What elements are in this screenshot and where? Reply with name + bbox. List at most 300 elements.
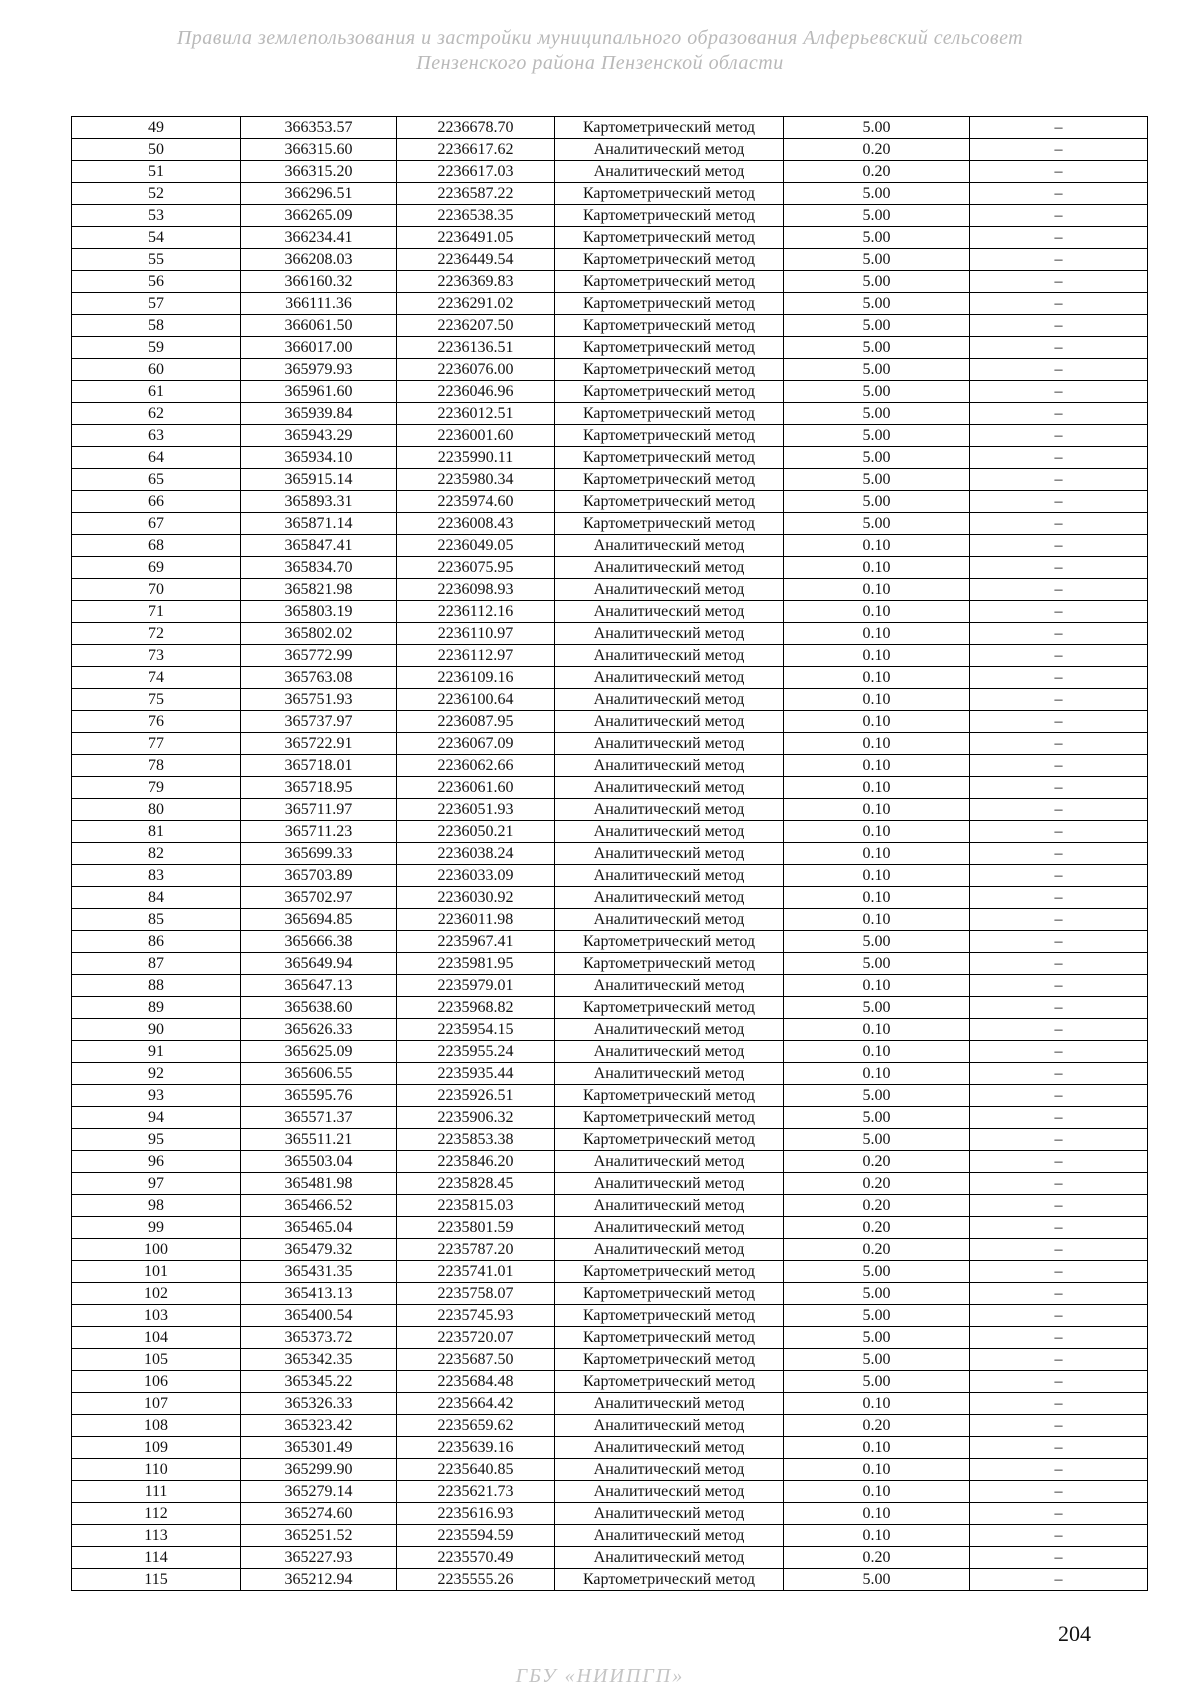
accuracy-cell: 0.20 [784,161,970,183]
point-number-cell: 56 [72,271,241,293]
y-coordinate-cell: 2236678.70 [397,117,555,139]
table-row [72,139,1148,161]
note-cell: – [970,689,1148,711]
y-coordinate-cell: 2235990.11 [397,447,555,469]
point-number-cell: 109 [72,1437,241,1459]
y-coordinate-cell: 2235621.73 [397,1481,555,1503]
note-cell: – [970,271,1148,293]
x-coordinate-cell: 365649.94 [241,953,397,975]
method-cell: Картометрический метод [555,491,784,513]
method-cell: Картометрический метод [555,997,784,1019]
table-row [72,315,1148,337]
table-row [72,1305,1148,1327]
table-row [72,1151,1148,1173]
accuracy-cell: 5.00 [784,1129,970,1151]
method-cell: Картометрический метод [555,403,784,425]
point-number-cell: 72 [72,623,241,645]
y-coordinate-cell: 2235955.24 [397,1041,555,1063]
method-cell: Картометрический метод [555,183,784,205]
x-coordinate-cell: 365737.97 [241,711,397,733]
method-cell: Аналитический метод [555,711,784,733]
x-coordinate-cell: 365227.93 [241,1547,397,1569]
x-coordinate-cell: 365847.41 [241,535,397,557]
x-coordinate-cell: 365751.93 [241,689,397,711]
accuracy-cell: 0.10 [784,579,970,601]
y-coordinate-cell: 2236449.54 [397,249,555,271]
point-number-cell: 104 [72,1327,241,1349]
x-coordinate-cell: 365803.19 [241,601,397,623]
y-coordinate-cell: 2236012.51 [397,403,555,425]
method-cell: Картометрический метод [555,1305,784,1327]
note-cell: – [970,337,1148,359]
y-coordinate-cell: 2236617.62 [397,139,555,161]
table-row [72,755,1148,777]
x-coordinate-cell: 365893.31 [241,491,397,513]
x-coordinate-cell: 366315.60 [241,139,397,161]
note-cell: – [970,227,1148,249]
x-coordinate-cell: 366160.32 [241,271,397,293]
x-coordinate-cell: 365326.33 [241,1393,397,1415]
accuracy-cell: 0.10 [784,1481,970,1503]
y-coordinate-cell: 2236098.93 [397,579,555,601]
note-cell: – [970,579,1148,601]
table-row [72,975,1148,997]
note-cell: – [970,469,1148,491]
y-coordinate-cell: 2235684.48 [397,1371,555,1393]
accuracy-cell: 5.00 [784,205,970,227]
method-cell: Картометрический метод [555,931,784,953]
x-coordinate-cell: 365606.55 [241,1063,397,1085]
x-coordinate-cell: 365915.14 [241,469,397,491]
x-coordinate-cell: 365479.32 [241,1239,397,1261]
accuracy-cell: 0.20 [784,1547,970,1569]
table-row [72,821,1148,843]
method-cell: Аналитический метод [555,557,784,579]
note-cell: – [970,249,1148,271]
y-coordinate-cell: 2235967.41 [397,931,555,953]
note-cell: – [970,799,1148,821]
table-row [72,1085,1148,1107]
note-cell: – [970,667,1148,689]
table-row [72,1217,1148,1239]
accuracy-cell: 5.00 [784,953,970,975]
method-cell: Картометрический метод [555,359,784,381]
x-coordinate-cell: 365666.38 [241,931,397,953]
y-coordinate-cell: 2236061.60 [397,777,555,799]
x-coordinate-cell: 365465.04 [241,1217,397,1239]
point-number-cell: 92 [72,1063,241,1085]
note-cell: – [970,1063,1148,1085]
point-number-cell: 51 [72,161,241,183]
x-coordinate-cell: 365342.35 [241,1349,397,1371]
accuracy-cell: 5.00 [784,1283,970,1305]
method-cell: Аналитический метод [555,667,784,689]
table-row [72,1173,1148,1195]
point-number-cell: 60 [72,359,241,381]
point-number-cell: 112 [72,1503,241,1525]
table-row [72,227,1148,249]
x-coordinate-cell: 365212.94 [241,1569,397,1591]
table-row [72,711,1148,733]
table-row [72,1283,1148,1305]
x-coordinate-cell: 366234.41 [241,227,397,249]
point-number-cell: 71 [72,601,241,623]
y-coordinate-cell: 2235815.03 [397,1195,555,1217]
point-number-cell: 59 [72,337,241,359]
y-coordinate-cell: 2235720.07 [397,1327,555,1349]
x-coordinate-cell: 365834.70 [241,557,397,579]
table-row [72,997,1148,1019]
accuracy-cell: 5.00 [784,293,970,315]
x-coordinate-cell: 365939.84 [241,403,397,425]
note-cell: – [970,953,1148,975]
table-row [72,513,1148,535]
accuracy-cell: 0.10 [784,843,970,865]
y-coordinate-cell: 2235616.93 [397,1503,555,1525]
table-row [72,117,1148,139]
point-number-cell: 69 [72,557,241,579]
point-number-cell: 50 [72,139,241,161]
point-number-cell: 88 [72,975,241,997]
y-coordinate-cell: 2236038.24 [397,843,555,865]
point-number-cell: 91 [72,1041,241,1063]
accuracy-cell: 5.00 [784,447,970,469]
table-row [72,535,1148,557]
x-coordinate-cell: 365871.14 [241,513,397,535]
x-coordinate-cell: 365274.60 [241,1503,397,1525]
x-coordinate-cell: 365625.09 [241,1041,397,1063]
note-cell: – [970,733,1148,755]
x-coordinate-cell: 365703.89 [241,865,397,887]
y-coordinate-cell: 2236100.64 [397,689,555,711]
table-row [72,1063,1148,1085]
point-number-cell: 55 [72,249,241,271]
y-coordinate-cell: 2235570.49 [397,1547,555,1569]
y-coordinate-cell: 2236112.16 [397,601,555,623]
table-row [72,1503,1148,1525]
y-coordinate-cell: 2235981.95 [397,953,555,975]
method-cell: Аналитический метод [555,733,784,755]
method-cell: Аналитический метод [555,799,784,821]
x-coordinate-cell: 365943.29 [241,425,397,447]
header-line-2: Пензенского района Пензенской области [416,52,784,74]
table-row [72,425,1148,447]
accuracy-cell: 5.00 [784,491,970,513]
x-coordinate-cell: 365772.99 [241,645,397,667]
point-number-cell: 70 [72,579,241,601]
table-row [72,623,1148,645]
note-cell: – [970,1547,1148,1569]
note-cell: – [970,205,1148,227]
note-cell: – [970,755,1148,777]
point-number-cell: 87 [72,953,241,975]
y-coordinate-cell: 2235846.20 [397,1151,555,1173]
accuracy-cell: 5.00 [784,117,970,139]
point-number-cell: 58 [72,315,241,337]
table-row [72,337,1148,359]
x-coordinate-cell: 365821.98 [241,579,397,601]
table-row [72,1129,1148,1151]
method-cell: Картометрический метод [555,425,784,447]
accuracy-cell: 0.10 [784,733,970,755]
x-coordinate-cell: 366296.51 [241,183,397,205]
x-coordinate-cell: 366265.09 [241,205,397,227]
note-cell: – [970,975,1148,997]
x-coordinate-cell: 365466.52 [241,1195,397,1217]
x-coordinate-cell: 365694.85 [241,909,397,931]
point-number-cell: 77 [72,733,241,755]
point-number-cell: 65 [72,469,241,491]
table-row [72,1041,1148,1063]
method-cell: Картометрический метод [555,953,784,975]
note-cell: – [970,1129,1148,1151]
method-cell: Аналитический метод [555,139,784,161]
method-cell: Картометрический метод [555,249,784,271]
accuracy-cell: 0.20 [784,1415,970,1437]
y-coordinate-cell: 2235659.62 [397,1415,555,1437]
accuracy-cell: 0.10 [784,557,970,579]
point-number-cell: 103 [72,1305,241,1327]
note-cell: – [970,1151,1148,1173]
accuracy-cell: 5.00 [784,469,970,491]
accuracy-cell: 5.00 [784,513,970,535]
y-coordinate-cell: 2236049.05 [397,535,555,557]
point-number-cell: 53 [72,205,241,227]
coordinates-table [71,116,1148,1591]
note-cell: – [970,931,1148,953]
accuracy-cell: 0.20 [784,1239,970,1261]
table-row [72,557,1148,579]
method-cell: Аналитический метод [555,1481,784,1503]
method-cell: Картометрический метод [555,1569,784,1591]
note-cell: – [970,623,1148,645]
note-cell: – [970,1239,1148,1261]
y-coordinate-cell: 2236076.00 [397,359,555,381]
note-cell: – [970,535,1148,557]
note-cell: – [970,1283,1148,1305]
y-coordinate-cell: 2236033.09 [397,865,555,887]
table-row [72,1261,1148,1283]
y-coordinate-cell: 2235745.93 [397,1305,555,1327]
x-coordinate-cell: 366061.50 [241,315,397,337]
accuracy-cell: 5.00 [784,931,970,953]
x-coordinate-cell: 365323.42 [241,1415,397,1437]
method-cell: Аналитический метод [555,1503,784,1525]
table-row [72,249,1148,271]
y-coordinate-cell: 2236109.16 [397,667,555,689]
x-coordinate-cell: 365301.49 [241,1437,397,1459]
method-cell: Аналитический метод [555,1041,784,1063]
method-cell: Картометрический метод [555,117,784,139]
point-number-cell: 97 [72,1173,241,1195]
x-coordinate-cell: 366208.03 [241,249,397,271]
point-number-cell: 76 [72,711,241,733]
y-coordinate-cell: 2236087.95 [397,711,555,733]
point-number-cell: 83 [72,865,241,887]
point-number-cell: 52 [72,183,241,205]
x-coordinate-cell: 365961.60 [241,381,397,403]
table-row [72,1107,1148,1129]
point-number-cell: 113 [72,1525,241,1547]
table-row [72,1437,1148,1459]
y-coordinate-cell: 2235968.82 [397,997,555,1019]
note-cell: – [970,1481,1148,1503]
page-header [0,26,1200,76]
x-coordinate-cell: 366315.20 [241,161,397,183]
x-coordinate-cell: 365763.08 [241,667,397,689]
y-coordinate-cell: 2235935.44 [397,1063,555,1085]
point-number-cell: 108 [72,1415,241,1437]
note-cell: – [970,1261,1148,1283]
method-cell: Аналитический метод [555,161,784,183]
table-row [72,1459,1148,1481]
accuracy-cell: 5.00 [784,1371,970,1393]
point-number-cell: 75 [72,689,241,711]
y-coordinate-cell: 2235828.45 [397,1173,555,1195]
accuracy-cell: 5.00 [784,381,970,403]
point-number-cell: 107 [72,1393,241,1415]
table-row [72,579,1148,601]
coordinates-table-body [72,117,1148,1591]
x-coordinate-cell: 365979.93 [241,359,397,381]
y-coordinate-cell: 2236051.93 [397,799,555,821]
table-row [72,1195,1148,1217]
note-cell: – [970,425,1148,447]
accuracy-cell: 0.10 [784,667,970,689]
accuracy-cell: 0.10 [784,1459,970,1481]
y-coordinate-cell: 2235974.60 [397,491,555,513]
point-number-cell: 111 [72,1481,241,1503]
method-cell: Картометрический метод [555,1371,784,1393]
x-coordinate-cell: 365373.72 [241,1327,397,1349]
method-cell: Аналитический метод [555,601,784,623]
method-cell: Аналитический метод [555,1415,784,1437]
point-number-cell: 74 [72,667,241,689]
y-coordinate-cell: 2236067.09 [397,733,555,755]
note-cell: – [970,381,1148,403]
point-number-cell: 68 [72,535,241,557]
note-cell: – [970,293,1148,315]
table-row [72,359,1148,381]
accuracy-cell: 0.20 [784,1217,970,1239]
accuracy-cell: 0.10 [784,777,970,799]
note-cell: – [970,1107,1148,1129]
y-coordinate-cell: 2236291.02 [397,293,555,315]
x-coordinate-cell: 365647.13 [241,975,397,997]
point-number-cell: 94 [72,1107,241,1129]
accuracy-cell: 5.00 [784,227,970,249]
table-row [72,1525,1148,1547]
accuracy-cell: 5.00 [784,359,970,381]
accuracy-cell: 0.10 [784,1437,970,1459]
accuracy-cell: 0.10 [784,1063,970,1085]
x-coordinate-cell: 365699.33 [241,843,397,865]
method-cell: Аналитический метод [555,755,784,777]
y-coordinate-cell: 2235639.16 [397,1437,555,1459]
accuracy-cell: 5.00 [784,249,970,271]
y-coordinate-cell: 2235640.85 [397,1459,555,1481]
note-cell: – [970,1503,1148,1525]
note-cell: – [970,359,1148,381]
y-coordinate-cell: 2236001.60 [397,425,555,447]
table-row [72,183,1148,205]
note-cell: – [970,1525,1148,1547]
point-number-cell: 99 [72,1217,241,1239]
x-coordinate-cell: 365711.23 [241,821,397,843]
table-row [72,1393,1148,1415]
method-cell: Картометрический метод [555,1327,784,1349]
point-number-cell: 89 [72,997,241,1019]
method-cell: Картометрический метод [555,447,784,469]
point-number-cell: 115 [72,1569,241,1591]
note-cell: – [970,777,1148,799]
point-number-cell: 86 [72,931,241,953]
x-coordinate-cell: 365400.54 [241,1305,397,1327]
note-cell: – [970,909,1148,931]
table-row [72,667,1148,689]
point-number-cell: 81 [72,821,241,843]
accuracy-cell: 0.10 [784,535,970,557]
point-number-cell: 64 [72,447,241,469]
method-cell: Аналитический метод [555,975,784,997]
table-row [72,1019,1148,1041]
method-cell: Аналитический метод [555,777,784,799]
table-row [72,1481,1148,1503]
note-cell: – [970,1173,1148,1195]
note-cell: – [970,117,1148,139]
note-cell: – [970,1415,1148,1437]
x-coordinate-cell: 365626.33 [241,1019,397,1041]
accuracy-cell: 5.00 [784,315,970,337]
point-number-cell: 102 [72,1283,241,1305]
y-coordinate-cell: 2235687.50 [397,1349,555,1371]
x-coordinate-cell: 365511.21 [241,1129,397,1151]
accuracy-cell: 0.10 [784,865,970,887]
note-cell: – [970,1041,1148,1063]
method-cell: Аналитический метод [555,843,784,865]
x-coordinate-cell: 365718.01 [241,755,397,777]
point-number-cell: 73 [72,645,241,667]
table-row [72,1327,1148,1349]
point-number-cell: 54 [72,227,241,249]
table-row [72,1239,1148,1261]
y-coordinate-cell: 2235906.32 [397,1107,555,1129]
x-coordinate-cell: 365722.91 [241,733,397,755]
accuracy-cell: 0.10 [784,1019,970,1041]
point-number-cell: 62 [72,403,241,425]
table-row [72,1371,1148,1393]
method-cell: Аналитический метод [555,535,784,557]
method-cell: Аналитический метод [555,1239,784,1261]
y-coordinate-cell: 2235801.59 [397,1217,555,1239]
note-cell: – [970,139,1148,161]
accuracy-cell: 0.10 [784,755,970,777]
accuracy-cell: 5.00 [784,337,970,359]
method-cell: Аналитический метод [555,623,784,645]
note-cell: – [970,601,1148,623]
table-row [72,161,1148,183]
y-coordinate-cell: 2235555.26 [397,1569,555,1591]
method-cell: Картометрический метод [555,227,784,249]
x-coordinate-cell: 366353.57 [241,117,397,139]
accuracy-cell: 0.10 [784,887,970,909]
accuracy-cell: 5.00 [784,1349,970,1371]
y-coordinate-cell: 2236030.92 [397,887,555,909]
accuracy-cell: 5.00 [784,271,970,293]
method-cell: Картометрический метод [555,513,784,535]
accuracy-cell: 0.20 [784,139,970,161]
method-cell: Аналитический метод [555,1019,784,1041]
